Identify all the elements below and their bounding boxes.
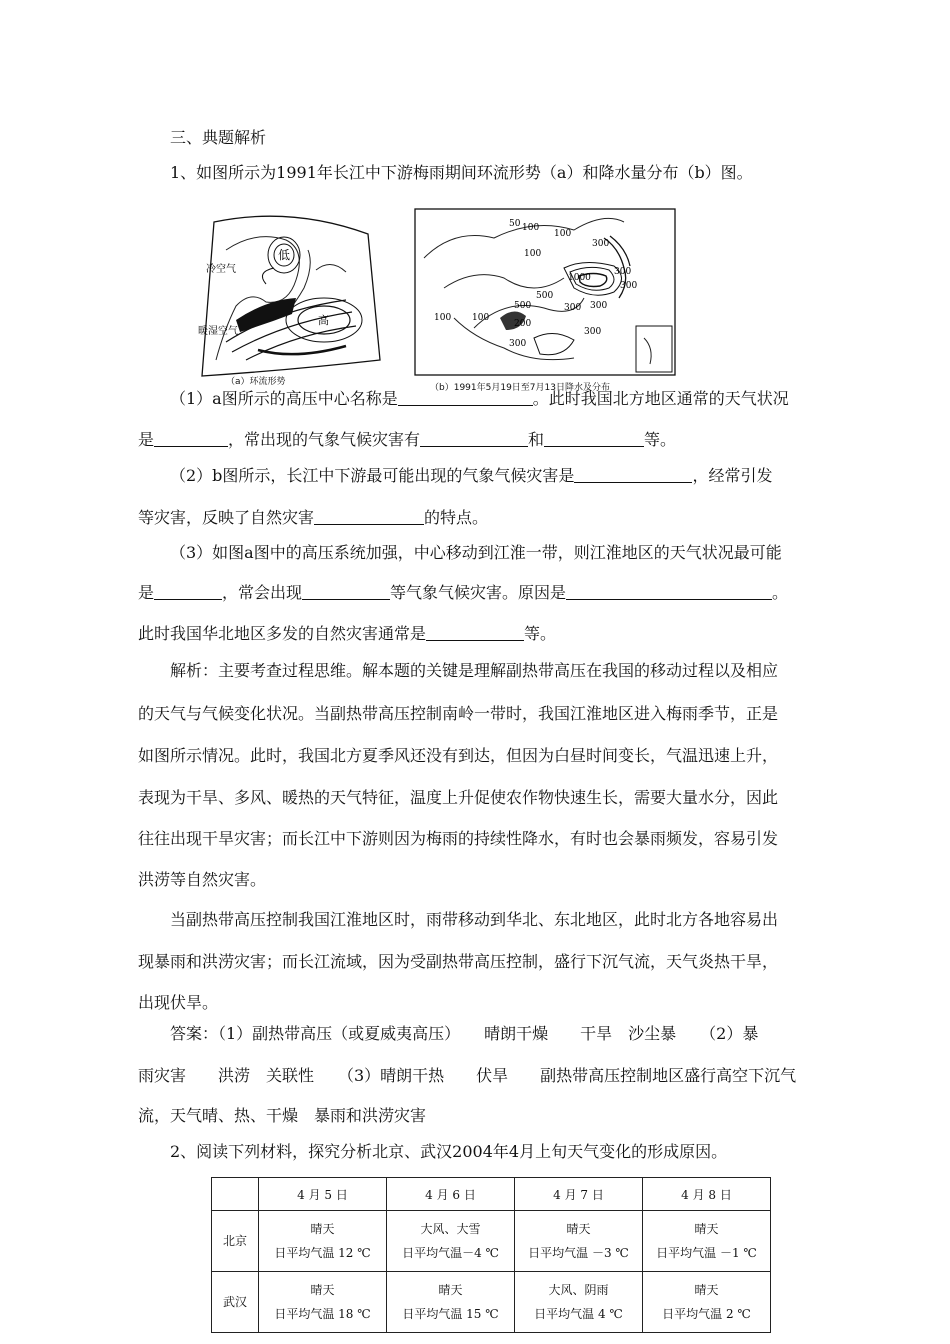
contour-label: 100 <box>522 223 540 233</box>
contour-label: 500 <box>514 301 532 311</box>
question-1-part-3: （3）如图a图中的高压系统加强，中心移动到江淮一带，则江淮地区的天气状况最可能 <box>170 543 782 562</box>
weather-text: 晴天 <box>310 1283 335 1297</box>
analysis-line: 往往出现干旱灾害；而长江中下游则因为梅雨的持续性降水，有时也会暴雨频发，容易引发 <box>138 829 779 848</box>
day-header: 4 月 6 日 <box>387 1178 515 1211</box>
text: 是 <box>138 430 155 449</box>
text: 的特点。 <box>424 508 489 527</box>
day-header: 4 月 7 日 <box>515 1178 643 1211</box>
weather-text: 晴天 <box>566 1222 591 1236</box>
city-cell: 北京 <box>212 1211 259 1272</box>
text: 是 <box>138 583 155 602</box>
answer-blank[interactable] <box>420 430 528 447</box>
text: ，常会出现 <box>222 583 303 602</box>
question-1-part-2 <box>170 466 845 486</box>
answer-blank[interactable] <box>426 624 524 641</box>
analysis-line: 表现为干旱、多风、暖热的天气特征，温度上升促使农作物快速生长，需要大量水分，因此 <box>138 788 779 807</box>
figure-a-circulation <box>196 210 381 400</box>
analysis-line: 的天气与气候变化状况。当副热带高压控制南岭一带时，我国江淮地区进入梅雨季节，正是 <box>138 704 779 723</box>
contour-label: 100 <box>434 313 452 323</box>
contour-label: 500 <box>536 291 554 301</box>
analysis-line: 当副热带高压控制我国江淮地区时，雨带移动到华北、东北地区，此时北方各地容易出 <box>170 910 779 929</box>
text: 和 <box>528 430 545 449</box>
text: 。 <box>772 583 789 602</box>
contour-label: 300 <box>584 327 602 337</box>
contour-label: 300 <box>620 281 638 291</box>
answer-blank[interactable] <box>302 583 390 600</box>
analysis-line: 现暴雨和洪涝灾害；而长江流域，因为受副热带高压控制，盛行下沉气流，天气炎热干旱， <box>138 952 779 971</box>
circulation-map <box>196 210 381 400</box>
answer-blank[interactable] <box>154 583 222 600</box>
contour-label: 50 <box>509 219 521 229</box>
question-1-part-2-cont <box>138 508 813 528</box>
question-2-intro: 2、阅读下列材料，探究分析北京、武汉2004年4月上旬天气变化的形成原因。 <box>170 1142 728 1161</box>
day-header: 4 月 5 日 <box>259 1178 387 1211</box>
high-pressure-label: 高 <box>318 314 329 327</box>
text: 。此时我国北方地区通常的天气状况 <box>532 389 789 408</box>
city-cell: 武汉 <box>212 1272 259 1333</box>
precipitation-map <box>414 208 676 378</box>
answer-line: 雨灾害 洪涝 关联性 （3）晴朗干热 伏旱 副热带高压控制地区盛行高空下沉气 <box>138 1066 797 1085</box>
weather-text: 晴天 <box>694 1283 719 1297</box>
question-1-part-3-cont2 <box>138 624 813 644</box>
answer-blank[interactable] <box>566 583 772 600</box>
weather-table <box>211 1177 771 1333</box>
answer-blank[interactable] <box>574 466 692 483</box>
text: 等。 <box>524 624 557 643</box>
weather-cell <box>515 1272 643 1333</box>
text: 此时我国华北地区多发的自然灾害通常是 <box>138 624 427 643</box>
temperature-text: 日平均气温 2 ℃ <box>662 1307 751 1321</box>
contour-label: 300 <box>592 239 610 249</box>
answer-blank[interactable] <box>314 508 424 525</box>
contour-label: 100 <box>554 229 572 239</box>
temperature-text: 日平均气温 －3 ℃ <box>528 1246 629 1260</box>
contour-label: 300 <box>509 339 527 349</box>
text: 等灾害，反映了自然灾害 <box>138 508 315 527</box>
table-row <box>212 1272 771 1333</box>
contour-label: 100 <box>524 249 542 259</box>
weather-text: 晴天 <box>438 1283 463 1297</box>
corner-cell <box>212 1178 259 1211</box>
contour-label: 300 <box>614 267 632 277</box>
temperature-text: 日平均气温 4 ℃ <box>534 1307 623 1321</box>
weather-cell <box>643 1211 771 1272</box>
question-1-part-1-cont <box>138 430 813 450</box>
figure-a-caption: （a）环流形势 <box>226 377 286 387</box>
section-title: 三、典题解析 <box>170 128 267 147</box>
question-1-part-3-cont <box>138 583 813 603</box>
text: ，经常引发 <box>692 466 773 485</box>
weather-cell <box>643 1272 771 1333</box>
contour-label: 1000 <box>568 273 591 283</box>
weather-text: 晴天 <box>694 1222 719 1236</box>
figure-b-caption: （b）1991年5月19日至7月13日降水及分布 <box>430 383 610 393</box>
answer-blank[interactable] <box>154 430 228 447</box>
weather-text: 大风、大雪 <box>420 1222 481 1236</box>
question-1-intro: 1、如图所示为1991年长江中下游梅雨期间环流形势（a）和降水量分布（b）图。 <box>170 163 753 182</box>
text: （2）b图所示，长江中下游最可能出现的气象气候灾害是 <box>170 466 575 485</box>
weather-cell <box>259 1211 387 1272</box>
weather-cell <box>387 1211 515 1272</box>
contour-label: 200 <box>514 319 532 329</box>
weather-text: 大风、阴雨 <box>548 1283 609 1297</box>
contour-label: 300 <box>564 303 582 313</box>
answer-blank[interactable] <box>398 389 533 406</box>
day-header: 4 月 8 日 <box>643 1178 771 1211</box>
analysis-line: 洪涝等自然灾害。 <box>138 870 267 889</box>
contour-label: 100 <box>472 313 490 323</box>
weather-cell <box>515 1211 643 1272</box>
text: 等。 <box>644 430 677 449</box>
warm-air-label: 暖湿空气 <box>198 326 238 337</box>
text: ，常出现的气象气候灾害有 <box>228 430 421 449</box>
weather-cell <box>387 1272 515 1333</box>
text: （1）a图所示的高压中心名称是 <box>170 389 398 408</box>
figure-b-precipitation <box>414 208 676 400</box>
answer-line: 答案：（1）副热带高压（或夏威夷高压） 晴朗干燥 干旱 沙尘暴 （2）暴 <box>170 1024 759 1043</box>
answer-line: 流，天气晴、热、干燥 暴雨和洪涝灾害 <box>138 1106 427 1125</box>
answer-blank[interactable] <box>544 430 644 447</box>
table-header-row <box>212 1178 771 1211</box>
low-pressure-label: 低 <box>278 248 291 262</box>
temperature-text: 日平均气温 －1 ℃ <box>656 1246 757 1260</box>
weather-text: 晴天 <box>310 1222 335 1236</box>
analysis-line: 解析：主要考查过程思维。解本题的关键是理解副热带高压在我国的移动过程以及相应 <box>170 661 779 680</box>
temperature-text: 日平均气温 18 ℃ <box>274 1307 371 1321</box>
question-1-part-1 <box>170 389 845 409</box>
weather-cell <box>259 1272 387 1333</box>
cold-air-label: 冷空气 <box>206 264 236 275</box>
temperature-text: 日平均气温 12 ℃ <box>274 1246 371 1260</box>
text: 等气象气候灾害。原因是 <box>390 583 567 602</box>
temperature-text: 日平均气温 15 ℃ <box>402 1307 499 1321</box>
analysis-line: 如图所示情况。此时，我国北方夏季风还没有到达，但因为白昼时间变长，气温迅速上升， <box>138 746 779 765</box>
table-row <box>212 1211 771 1272</box>
analysis-line: 出现伏旱。 <box>138 993 219 1012</box>
contour-label: 300 <box>590 301 608 311</box>
temperature-text: 日平均气温－4 ℃ <box>402 1246 499 1260</box>
